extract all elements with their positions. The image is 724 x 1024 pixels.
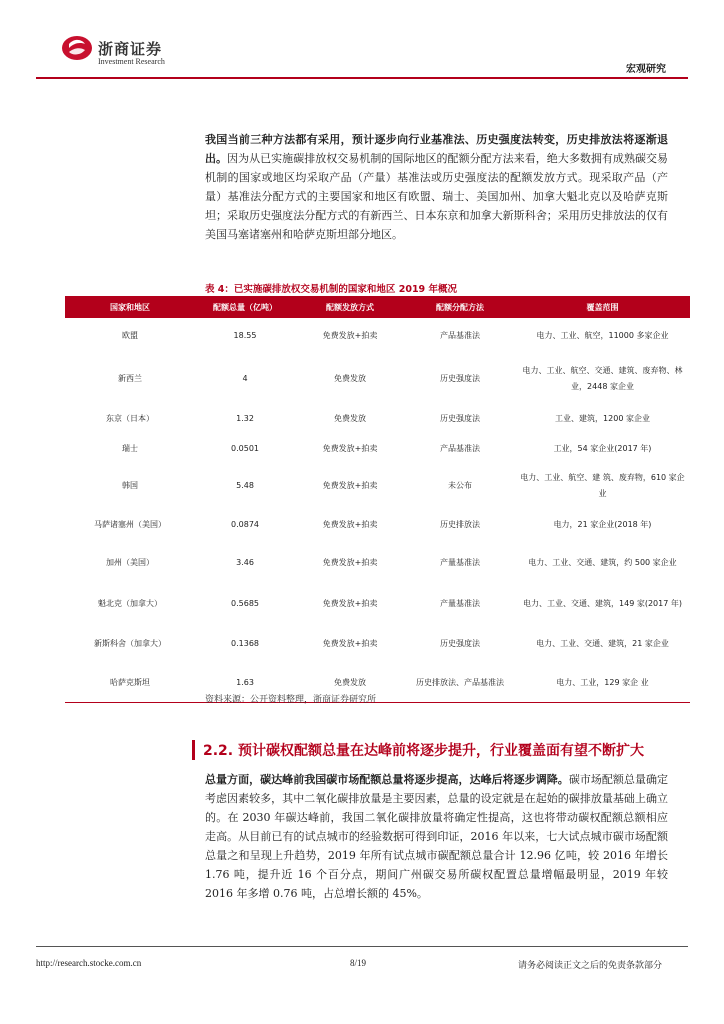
cell-issuance: 免费发放+拍卖 bbox=[322, 520, 378, 529]
paragraph-total-quota bbox=[205, 770, 668, 903]
table-row bbox=[65, 318, 690, 354]
cell-issuance: 免费发放+拍卖 bbox=[322, 558, 378, 567]
cell-coverage: 电力、工业、交通、建筑，约 500 家企业 bbox=[528, 558, 677, 567]
cell-method: 未公布 bbox=[448, 481, 472, 490]
disclaimer-note: 请务必阅读正文之后的免责条款部分 bbox=[517, 961, 662, 971]
cell-method: 产品基准法 bbox=[440, 331, 480, 340]
cell-region: 瑞士 bbox=[122, 444, 138, 453]
cell-region: 新西兰 bbox=[118, 374, 142, 383]
cell-issuance: 免费发放+拍卖 bbox=[322, 639, 378, 648]
cell-method: 历史排放法 bbox=[440, 520, 480, 529]
paragraph-lead: 总量方面，碳达峰前我国碳市场配额总量将逐步提高，达峰后将逐步调降。 bbox=[205, 773, 569, 786]
cell-total: 5.48 bbox=[236, 481, 254, 490]
table-title: 表 4：已实施碳排放权交易机制的国家和地区 2019 年概况 bbox=[205, 284, 457, 295]
cell-total: 4 bbox=[242, 374, 248, 383]
cell-issuance: 免费发放 bbox=[295, 664, 405, 702]
cell-issuance: 免费发放+拍卖 bbox=[322, 331, 378, 340]
cell-issuance: 免费发放 bbox=[334, 374, 366, 383]
cell-method: 历史强度法 bbox=[440, 374, 480, 383]
table-row bbox=[65, 584, 690, 624]
table-row bbox=[65, 434, 690, 464]
cell-total: 0.5685 bbox=[231, 599, 259, 608]
cell-total: 1.32 bbox=[236, 414, 254, 423]
col-header-method: 配额分配方法 bbox=[405, 296, 515, 318]
cell-method: 产品基准法 bbox=[440, 444, 480, 453]
table-header-row bbox=[65, 296, 690, 318]
cell-method: 历史强度法 bbox=[440, 639, 480, 648]
cell-coverage: 电力、工业、航空、建 筑、废弃物，610 家企业 bbox=[520, 473, 685, 498]
table-row bbox=[65, 354, 690, 404]
cell-coverage: 电力、工业、航空，11000 多家企业 bbox=[536, 331, 669, 340]
table-source: 资料来源：公开资料整理，浙商证券研究所 bbox=[205, 695, 377, 705]
brand-name-en: Investment Research bbox=[98, 57, 165, 66]
table-row bbox=[65, 508, 690, 542]
paragraph-body: 碳市场配额总量确定考虑因素较多，其中二氧化碳排放量是主要因素，总量的设定就是在起始的碳排放量基础上确立的。在 2030 年碳达峰前，我国二氧化碳排放量将确定性提高，这也将带动碳权配额总额相应走高。从目前已有的试点城市的经验数据可得到印证，2016 年以来，七大试点城市碳市场配额总量之和呈现上升趋势，2019 年所有试点城市碳配额总量合计 12.96 亿吨，较 2016 年增长 1.76 吨，提升近 16 个百分点，期间广州碳交易所碳权配置总量增幅最明显，2019 年较 2016 年多增 0.76 吨，占总增长额的 45%。 bbox=[205, 773, 669, 900]
cell-region: 哈萨克斯坦 bbox=[65, 664, 195, 702]
cell-region: 韩国 bbox=[122, 481, 138, 490]
report-type: 宏观研究 bbox=[626, 64, 666, 75]
cell-region: 加州（美国） bbox=[106, 558, 154, 567]
cell-total: 0.0874 bbox=[231, 520, 259, 529]
cell-coverage: 电力、工业、航空、交通、建筑、废弃物、林业，2448 家企业 bbox=[522, 366, 683, 391]
table-row bbox=[65, 464, 690, 508]
cell-issuance: 免费发放+拍卖 bbox=[322, 481, 378, 490]
company-logo-icon bbox=[60, 34, 94, 62]
cell-region: 新斯科舍（加拿大） bbox=[94, 639, 166, 648]
cell-coverage: 电力、工业，129 家企 业 bbox=[515, 664, 690, 702]
cell-region: 欧盟 bbox=[122, 331, 138, 340]
col-header-issuance: 配额发放方式 bbox=[295, 296, 405, 318]
footer-url-link[interactable]: http://research.stocke.com.cn bbox=[36, 958, 142, 968]
cell-total: 0.0501 bbox=[231, 444, 259, 453]
cell-total: 3.46 bbox=[236, 558, 254, 567]
cell-coverage: 工业、建筑，1200 家企业 bbox=[555, 414, 650, 423]
cell-coverage: 电力，21 家企业(2018 年) bbox=[553, 520, 652, 529]
cell-coverage: 工业，54 家企业(2017 年) bbox=[553, 444, 652, 453]
cell-region: 马萨诸塞州（美国） bbox=[94, 520, 166, 529]
col-header-total: 配额总量（亿吨） bbox=[195, 296, 295, 318]
cell-method: 产量基准法 bbox=[440, 599, 480, 608]
cell-issuance: 免费发放+拍卖 bbox=[322, 444, 378, 453]
table-row bbox=[65, 624, 690, 664]
paragraph-allocation-methods bbox=[205, 130, 668, 244]
col-header-region: 国家和地区 bbox=[65, 296, 195, 318]
carbon-market-table bbox=[65, 296, 690, 703]
header-divider bbox=[36, 77, 688, 79]
brand-name-cn: 浙商证券 bbox=[98, 40, 163, 58]
paragraph-body: 因为从已实施碳排放权交易机制的国际地区的配额分配方法来看，绝大多数拥有成熟碳交易机制的国家或地区均采取产品（产量）基准法或历史强度法的配额发放方式。现采取产品（产量）基准法分配方式的主要国家和地区有欧盟、瑞士、美国加州、加拿大魁北克以及哈萨克斯坦；采取历史强度法分配方式的有新西兰、日本东京和加拿大新斯科舍；采用历史排放法的仅有美国马塞诸塞州和哈萨克斯坦部分地区。 bbox=[205, 152, 669, 241]
section-heading: 2.2. 预计碳权配额总量在达峰前将逐步提升，行业覆盖面有望不断扩大 bbox=[203, 743, 644, 759]
cell-coverage: 电力、工业、交通、建筑，21 家企业 bbox=[536, 639, 669, 648]
cell-region: 魁北克（加拿大） bbox=[98, 599, 162, 608]
section-marker bbox=[192, 740, 195, 760]
paragraph-lead: 我国当前三种方法都有采用，预计逐步向行业基准法、历史强度法转变，历史排放法将逐渐退出。 bbox=[205, 133, 668, 165]
cell-total: 1.63 bbox=[195, 664, 295, 702]
cell-method: 产量基准法 bbox=[440, 558, 480, 567]
cell-issuance: 免费发放 bbox=[334, 414, 366, 423]
cell-region: 东京（日本） bbox=[106, 414, 154, 423]
cell-total: 0.1368 bbox=[231, 639, 259, 648]
cell-issuance: 免费发放+拍卖 bbox=[322, 599, 378, 608]
page-number: 8/19 bbox=[350, 958, 367, 968]
table-row bbox=[65, 404, 690, 434]
footer-divider bbox=[36, 946, 688, 947]
cell-coverage: 电力、工业、交通、建筑，149 家(2017 年) bbox=[523, 599, 682, 608]
cell-total: 18.55 bbox=[233, 331, 257, 340]
col-header-coverage: 覆盖范围 bbox=[515, 296, 690, 318]
table-row bbox=[65, 664, 690, 702]
table-row bbox=[65, 542, 690, 584]
cell-method: 历史排放法、产品基准法 bbox=[405, 664, 515, 702]
cell-method: 历史强度法 bbox=[440, 414, 480, 423]
